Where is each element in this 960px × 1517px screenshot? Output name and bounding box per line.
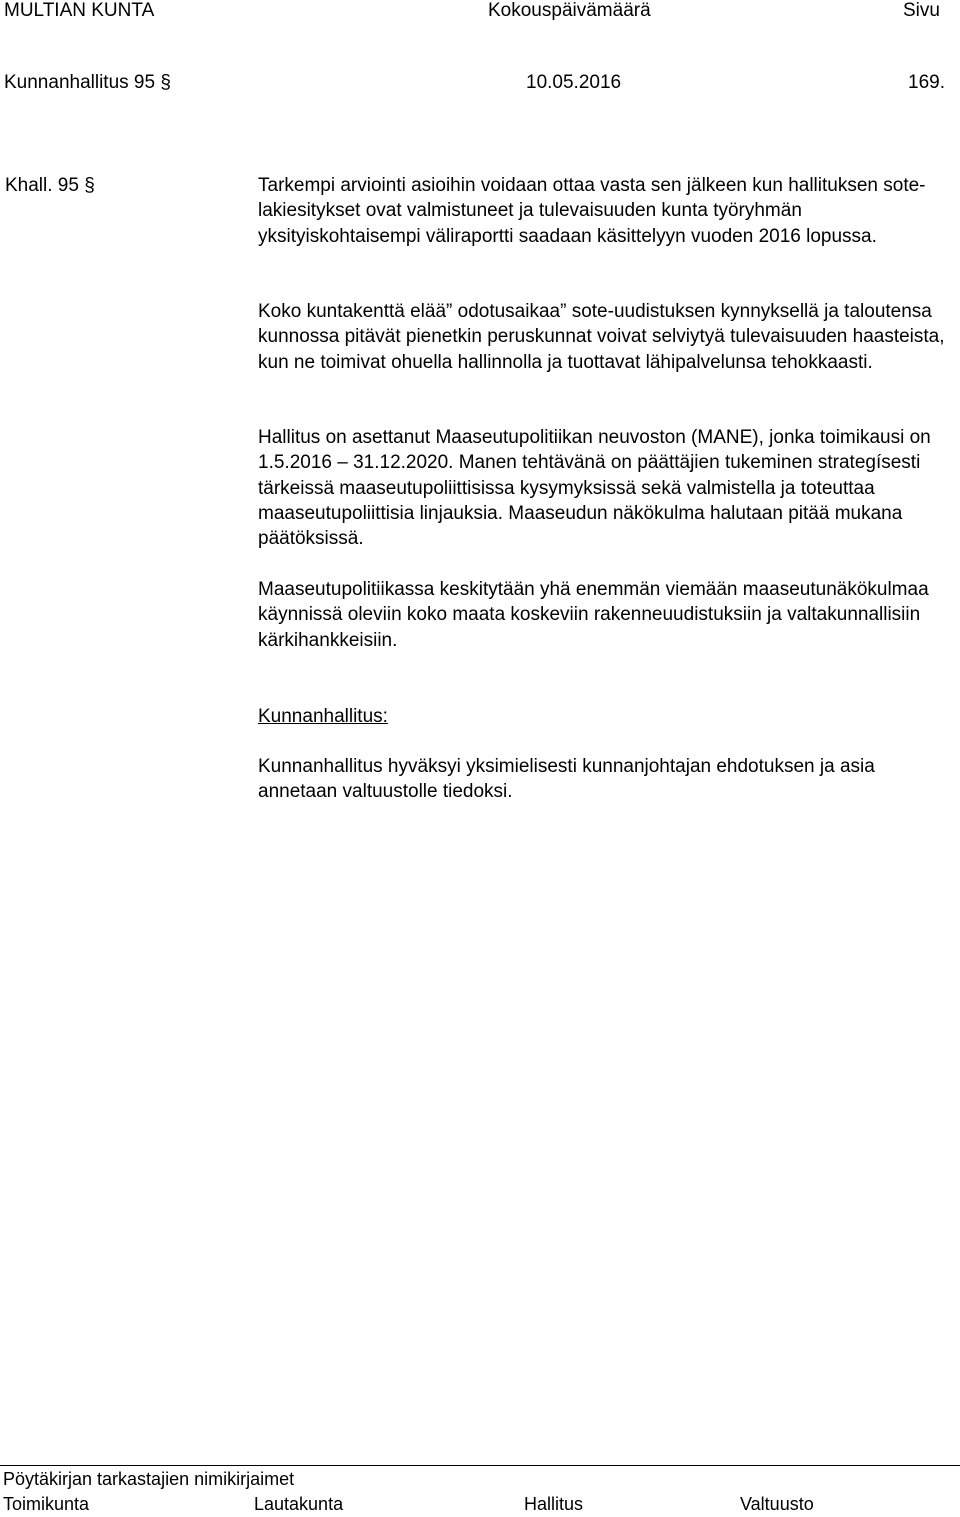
organization-name: MULTIAN KUNTA [4, 0, 155, 21]
paragraph-1 [258, 173, 958, 249]
decision-heading-text: Kunnanhallitus: [258, 706, 388, 727]
paragraph-text: Koko kuntakenttä elää” odotusaikaa” sote-uudistuksen kynnyksellä ja taloutensa kunnossa pitävät pienetkin peruskunnat voivat selviytyä tulevaisuuden haasteista, kun ne toimivat ohuella hallinnolla ja tuottavat lähipalvelunsa tehokkaasti. [258, 301, 945, 373]
section-reference: Khall. 95 § [5, 175, 95, 196]
decision-heading [258, 704, 958, 729]
decision-body-text: Kunnanhallitus hyväksyi yksimielisesti kunnanjohtajan ehdotuksen ja asia annetaan valtuustolle tiedoksi. [258, 756, 875, 803]
footer-divider [0, 1465, 960, 1466]
footer-body-hallitus: Hallitus [524, 1494, 584, 1514]
paragraph-text: Maaseutupolitiikassa keskitytään yhä enemmän viemään maaseutunäkökulmaa käynnissä oleviin koko maata koskeviin rakenneuudistuksiin ja valtakunnallisiin kärkihankkeisiin. [258, 579, 929, 651]
footer-body-toimikunta: Toimikunta [3, 1494, 90, 1514]
paragraph-4 [258, 577, 958, 653]
paragraph-3 [258, 425, 958, 551]
paragraph-text: Tarkempi arviointi asioihin voidaan ottaa vasta sen jälkeen kun hallituksen sote-lakiesitykset ovat valmistuneet ja tulevaisuuden kunta työryhmän yksityiskohtaisempi väliraportti saadaan käsittelyyn vuoden 2016 lopussa. [258, 175, 926, 247]
meeting-date-label: Kokouspäivämäärä [488, 0, 651, 21]
paragraph-text: Hallitus on asettanut Maaseutupolitiikan neuvoston (MANE), jonka toimikausi on 1.5.2016 – 31.12.2020. Manen tehtävänä on päättäjien tukeminen strategísesti tärkeissä maaseutupoliittisissa kysymyksissä sekä valmistella ja toteuttaa maaseutupoliittisia linjauksia. Maaseudun näkökulma halutaan pitää mukana päätöksissä. [258, 427, 931, 550]
footer-body-valtuusto: Valtuusto [740, 1494, 814, 1514]
footer-body-lautakunta: Lautakunta [254, 1494, 344, 1514]
meeting-body-section: Kunnanhallitus 95 § [4, 72, 171, 93]
decision-text [258, 754, 958, 805]
paragraph-2 [258, 299, 958, 375]
meeting-date: 10.05.2016 [526, 72, 622, 93]
signature-label: Pöytäkirjan tarkastajien nimikirjaimet [3, 1469, 295, 1489]
page-number: 169. [908, 72, 945, 93]
page-label: Sivu [903, 0, 940, 21]
